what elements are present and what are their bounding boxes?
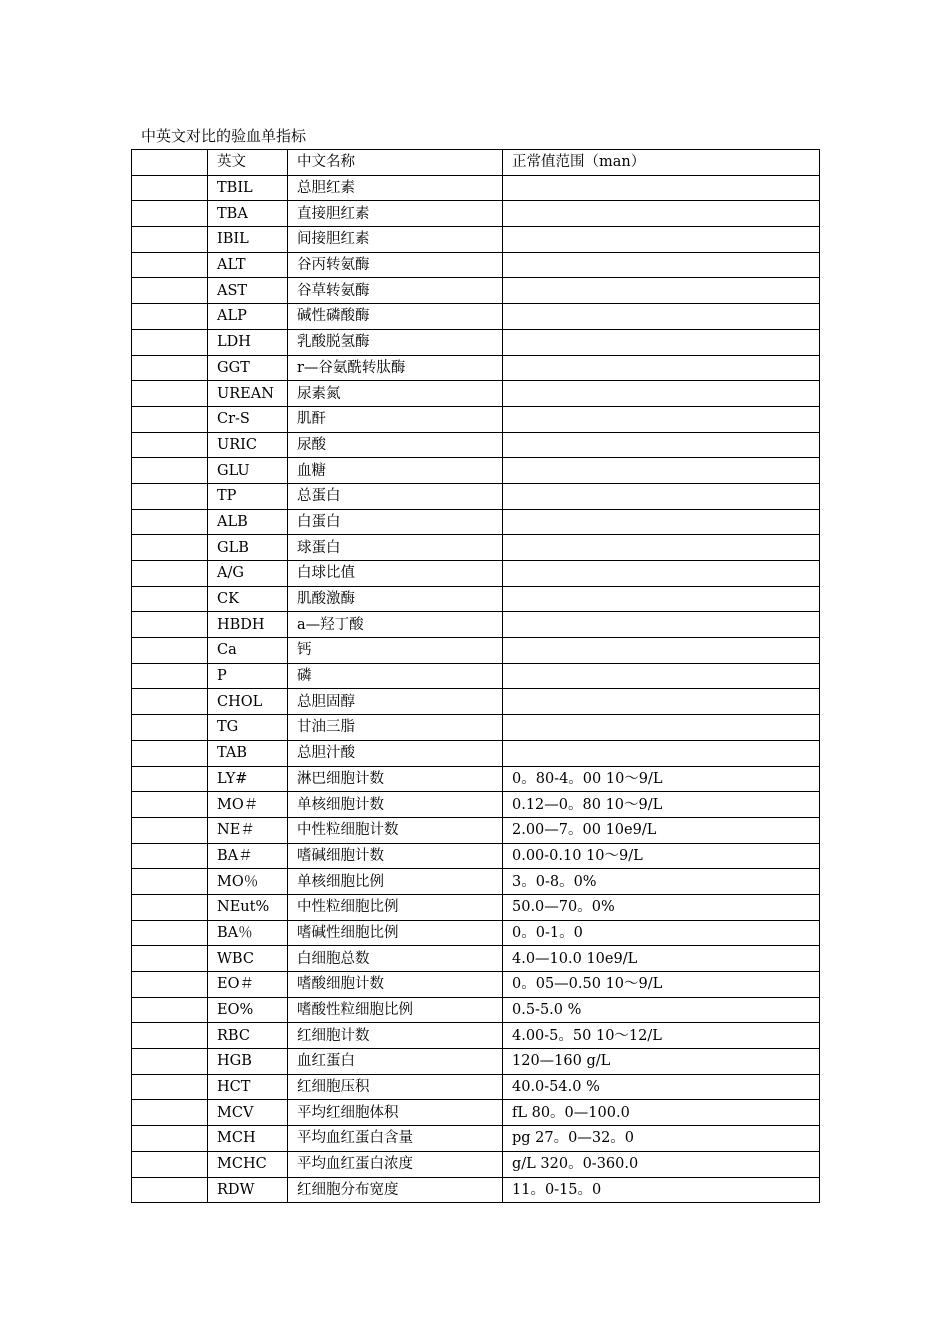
row-blank-cell (132, 869, 208, 895)
table-row (132, 740, 820, 766)
table-row (132, 509, 820, 535)
table-row (132, 1100, 820, 1126)
row-blank-cell (132, 740, 208, 766)
row-normal-range (503, 278, 820, 304)
row-english-abbr: MCHC (208, 1151, 288, 1177)
row-chinese-name: 谷丙转氨酶 (288, 252, 503, 278)
table-row (132, 586, 820, 612)
row-chinese-name: 嗜碱性细胞比例 (288, 920, 503, 946)
row-normal-range: 2.00—7。00 10e9/L (503, 817, 820, 843)
row-blank-cell (132, 972, 208, 998)
row-normal-range: 0。0-1。0 (503, 920, 820, 946)
row-chinese-name: 中性粒细胞比例 (288, 894, 503, 920)
row-english-abbr: HBDH (208, 612, 288, 638)
row-blank-cell (132, 1049, 208, 1075)
row-english-abbr: URIC (208, 432, 288, 458)
row-english-abbr: GLU (208, 458, 288, 484)
row-blank-cell (132, 792, 208, 818)
row-chinese-name: 血红蛋白 (288, 1049, 503, 1075)
row-english-abbr: P (208, 663, 288, 689)
row-english-abbr: RDW (208, 1177, 288, 1203)
row-normal-range (503, 252, 820, 278)
row-chinese-name: a—羟丁酸 (288, 612, 503, 638)
row-blank-cell (132, 715, 208, 741)
row-normal-range (503, 638, 820, 664)
row-chinese-name: 直接胆红素 (288, 201, 503, 227)
row-english-abbr: Ca (208, 638, 288, 664)
table-row (132, 227, 820, 253)
row-english-abbr: TG (208, 715, 288, 741)
row-chinese-name: 平均血红蛋白含量 (288, 1126, 503, 1152)
table-row (132, 304, 820, 330)
table-row (132, 355, 820, 381)
row-normal-range: 0。05—0.50 10～9/L (503, 972, 820, 998)
row-english-abbr: UREAN (208, 381, 288, 407)
table-row (132, 689, 820, 715)
row-chinese-name: 磷 (288, 663, 503, 689)
row-chinese-name: 谷草转氨酶 (288, 278, 503, 304)
row-english-abbr: MO＃ (208, 792, 288, 818)
table-row (132, 766, 820, 792)
table-row (132, 612, 820, 638)
row-english-abbr: BA＃ (208, 843, 288, 869)
row-blank-cell (132, 201, 208, 227)
row-blank-cell (132, 483, 208, 509)
table-row (132, 1151, 820, 1177)
row-blank-cell (132, 509, 208, 535)
row-normal-range (503, 535, 820, 561)
row-chinese-name: 尿素氮 (288, 381, 503, 407)
row-blank-cell (132, 432, 208, 458)
row-normal-range (503, 355, 820, 381)
row-english-abbr: TAB (208, 740, 288, 766)
row-english-abbr: TP (208, 483, 288, 509)
row-chinese-name: 间接胆红素 (288, 227, 503, 253)
row-normal-range: g/L 320。0-360.0 (503, 1151, 820, 1177)
table-row (132, 946, 820, 972)
row-blank-cell (132, 920, 208, 946)
row-chinese-name: 平均血红蛋白浓度 (288, 1151, 503, 1177)
row-normal-range: pg 27。0—32。0 (503, 1126, 820, 1152)
row-blank-cell (132, 329, 208, 355)
table-row (132, 843, 820, 869)
table-row (132, 406, 820, 432)
table-row (132, 483, 820, 509)
row-english-abbr: EO% (208, 997, 288, 1023)
row-chinese-name: 嗜酸性粒细胞比例 (288, 997, 503, 1023)
row-english-abbr: Cr-S (208, 406, 288, 432)
row-normal-range (503, 201, 820, 227)
row-normal-range (503, 304, 820, 330)
row-normal-range (503, 561, 820, 587)
table-row (132, 252, 820, 278)
row-english-abbr: GGT (208, 355, 288, 381)
row-blank-cell (132, 894, 208, 920)
row-blank-cell (132, 638, 208, 664)
row-normal-range: 4.0—10.0 10e9/L (503, 946, 820, 972)
row-normal-range (503, 458, 820, 484)
row-normal-range: 3。0-8。0% (503, 869, 820, 895)
row-english-abbr: ALT (208, 252, 288, 278)
row-chinese-name: 总胆固醇 (288, 689, 503, 715)
row-blank-cell (132, 689, 208, 715)
table-row (132, 997, 820, 1023)
row-normal-range: 40.0-54.0 % (503, 1074, 820, 1100)
row-blank-cell (132, 946, 208, 972)
row-normal-range: 50.0—70。0% (503, 894, 820, 920)
row-english-abbr: TBIL (208, 175, 288, 201)
blood-test-table (131, 149, 820, 1203)
row-english-abbr: MO％ (208, 869, 288, 895)
header-normal-range: 正常值范围（man） (503, 150, 820, 176)
row-normal-range: 0。80-4。00 10～9/L (503, 766, 820, 792)
row-blank-cell (132, 997, 208, 1023)
row-blank-cell (132, 766, 208, 792)
row-normal-range: 0.12—0。80 10～9/L (503, 792, 820, 818)
row-chinese-name: 淋巴细胞计数 (288, 766, 503, 792)
row-chinese-name: 总胆汁酸 (288, 740, 503, 766)
table-row (132, 535, 820, 561)
row-english-abbr: HCT (208, 1074, 288, 1100)
row-english-abbr: A/G (208, 561, 288, 587)
table-row (132, 458, 820, 484)
row-blank-cell (132, 406, 208, 432)
row-chinese-name: 红细胞计数 (288, 1023, 503, 1049)
row-normal-range (503, 381, 820, 407)
row-blank-cell (132, 175, 208, 201)
table-row (132, 381, 820, 407)
row-english-abbr: AST (208, 278, 288, 304)
row-chinese-name: 白球比值 (288, 561, 503, 587)
row-blank-cell (132, 535, 208, 561)
table-row (132, 894, 820, 920)
row-english-abbr: IBIL (208, 227, 288, 253)
row-chinese-name: 嗜碱细胞计数 (288, 843, 503, 869)
row-normal-range (503, 689, 820, 715)
row-english-abbr: ALP (208, 304, 288, 330)
row-blank-cell (132, 1177, 208, 1203)
table-row (132, 638, 820, 664)
row-blank-cell (132, 252, 208, 278)
row-chinese-name: 血糖 (288, 458, 503, 484)
row-normal-range: fL 80。0—100.0 (503, 1100, 820, 1126)
row-normal-range: 0.5-5.0 % (503, 997, 820, 1023)
row-chinese-name: 红细胞分布宽度 (288, 1177, 503, 1203)
header-blank-cell (132, 150, 208, 176)
row-blank-cell (132, 1100, 208, 1126)
row-chinese-name: 红细胞压积 (288, 1074, 503, 1100)
row-english-abbr: CHOL (208, 689, 288, 715)
row-english-abbr: GLB (208, 535, 288, 561)
table-row (132, 1177, 820, 1203)
table-row (132, 1023, 820, 1049)
row-blank-cell (132, 381, 208, 407)
row-english-abbr: TBA (208, 201, 288, 227)
table-row (132, 201, 820, 227)
row-english-abbr: LY# (208, 766, 288, 792)
row-english-abbr: NE＃ (208, 817, 288, 843)
row-normal-range (503, 509, 820, 535)
row-blank-cell (132, 561, 208, 587)
table-row (132, 278, 820, 304)
row-blank-cell (132, 304, 208, 330)
row-normal-range: 120—160 g/L (503, 1049, 820, 1075)
row-chinese-name: 肌酐 (288, 406, 503, 432)
row-chinese-name: r—谷氨酰转肽酶 (288, 355, 503, 381)
table-row (132, 561, 820, 587)
row-chinese-name: 钙 (288, 638, 503, 664)
row-normal-range (503, 175, 820, 201)
row-chinese-name: 甘油三脂 (288, 715, 503, 741)
row-normal-range (503, 227, 820, 253)
row-normal-range (503, 329, 820, 355)
row-chinese-name: 球蛋白 (288, 535, 503, 561)
table-header-row (132, 150, 820, 176)
row-chinese-name: 单核细胞比例 (288, 869, 503, 895)
row-blank-cell (132, 1023, 208, 1049)
row-english-abbr: CK (208, 586, 288, 612)
row-normal-range (503, 715, 820, 741)
row-english-abbr: MCH (208, 1126, 288, 1152)
row-chinese-name: 平均红细胞体积 (288, 1100, 503, 1126)
row-chinese-name: 肌酸激酶 (288, 586, 503, 612)
row-english-abbr: LDH (208, 329, 288, 355)
row-english-abbr: NEut% (208, 894, 288, 920)
table-row (132, 1074, 820, 1100)
table-row (132, 869, 820, 895)
table-row (132, 817, 820, 843)
row-blank-cell (132, 278, 208, 304)
row-normal-range: 11。0-15。0 (503, 1177, 820, 1203)
row-chinese-name: 白细胞总数 (288, 946, 503, 972)
row-normal-range (503, 740, 820, 766)
row-chinese-name: 嗜酸细胞计数 (288, 972, 503, 998)
row-english-abbr: MCV (208, 1100, 288, 1126)
row-english-abbr: RBC (208, 1023, 288, 1049)
table-row (132, 432, 820, 458)
table-row (132, 1049, 820, 1075)
table-row (132, 715, 820, 741)
row-normal-range (503, 483, 820, 509)
row-blank-cell (132, 355, 208, 381)
table-row (132, 329, 820, 355)
row-english-abbr: BA％ (208, 920, 288, 946)
row-normal-range (503, 663, 820, 689)
row-normal-range (503, 586, 820, 612)
table-row (132, 792, 820, 818)
row-blank-cell (132, 663, 208, 689)
header-english: 英文 (208, 150, 288, 176)
row-english-abbr: HGB (208, 1049, 288, 1075)
row-normal-range (503, 406, 820, 432)
row-chinese-name: 尿酸 (288, 432, 503, 458)
header-chinese-name: 中文名称 (288, 150, 503, 176)
row-english-abbr: EO＃ (208, 972, 288, 998)
row-chinese-name: 白蛋白 (288, 509, 503, 535)
row-blank-cell (132, 1151, 208, 1177)
row-normal-range (503, 612, 820, 638)
page-title: 中英文对比的验血单指标 (141, 127, 307, 145)
row-chinese-name: 单核细胞计数 (288, 792, 503, 818)
row-blank-cell (132, 1074, 208, 1100)
row-chinese-name: 乳酸脱氢酶 (288, 329, 503, 355)
row-chinese-name: 碱性磷酸酶 (288, 304, 503, 330)
row-blank-cell (132, 227, 208, 253)
table-row (132, 972, 820, 998)
row-blank-cell (132, 817, 208, 843)
row-blank-cell (132, 1126, 208, 1152)
table-row (132, 175, 820, 201)
row-english-abbr: ALB (208, 509, 288, 535)
table-row (132, 663, 820, 689)
row-english-abbr: WBC (208, 946, 288, 972)
row-normal-range: 0.00-0.10 10～9/L (503, 843, 820, 869)
row-chinese-name: 中性粒细胞计数 (288, 817, 503, 843)
row-blank-cell (132, 843, 208, 869)
row-normal-range: 4.00-5。50 10～12/L (503, 1023, 820, 1049)
row-chinese-name: 总胆红素 (288, 175, 503, 201)
row-blank-cell (132, 458, 208, 484)
row-blank-cell (132, 586, 208, 612)
row-chinese-name: 总蛋白 (288, 483, 503, 509)
table-row (132, 1126, 820, 1152)
row-blank-cell (132, 612, 208, 638)
table-body (132, 150, 820, 1203)
table-row (132, 920, 820, 946)
row-normal-range (503, 432, 820, 458)
